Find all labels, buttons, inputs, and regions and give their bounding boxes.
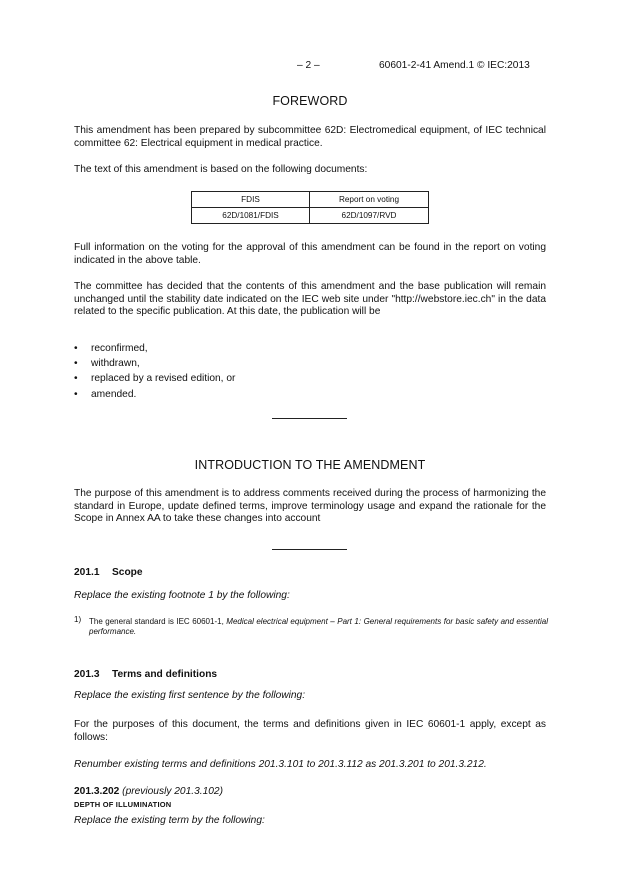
list-item-text: amended. [91, 388, 137, 400]
list-item [74, 341, 235, 356]
foreword-paragraph-4: The committee has decided that the contents of this amendment and the base publication will remain unchanged until the stability date indicated on the IEC web site under "http://webstore.iec.ch" in the data related to the specific publication. At this date, the publication will be [74, 281, 546, 317]
section-title: Scope [112, 567, 143, 578]
foreword-paragraph-2: The text of this amendment is based on the following documents: [74, 164, 368, 175]
list-item [74, 387, 235, 402]
section-number: 201.3 [74, 669, 100, 680]
page-number: – 2 – [297, 60, 320, 71]
bullet-icon: • [74, 358, 78, 370]
list-item-text: withdrawn, [91, 358, 140, 370]
table-header-cell: Report on voting [310, 192, 429, 208]
list-item-text: reconfirmed, [91, 343, 148, 354]
introduction-title: INTRODUCTION TO THE AMENDMENT [194, 458, 426, 472]
term-entry-heading [74, 786, 223, 797]
renumber-instruction: Renumber existing terms and definitions 201.3.101 to 201.3.112 as 201.3.201 to 201.3.212. [74, 759, 487, 770]
footnote-italic-text: Medical electrical equipment – Part 1: General requirements for basic safety and essential performance. [89, 617, 548, 636]
term-name: DEPTH OF ILLUMINATION [74, 800, 172, 809]
footnote-mark: 1) [74, 615, 82, 624]
terms-paragraph: For the purposes of this document, the terms and definitions given in IEC 60601-1 apply, except as follows: [74, 719, 546, 743]
table-header-row [192, 192, 429, 208]
bullet-icon: • [74, 373, 78, 385]
terms-instruction: Replace the existing first sentence by the following: [74, 690, 306, 701]
term-previous-number: (previously 201.3.102) [122, 786, 223, 797]
section-heading-terms [74, 669, 217, 680]
term-instruction: Replace the existing term by the following: [74, 815, 265, 826]
list-item [74, 371, 235, 386]
footnote-plain-text: The general standard is IEC 60601-1, [89, 617, 227, 626]
foreword-paragraph-3: Full information on the voting for the approval of this amendment can be found in the report on voting indicated in the above table. [74, 242, 546, 266]
bullet-icon: • [74, 343, 78, 354]
table-cell: 62D/1097/RVD [310, 208, 429, 224]
document-reference: 60601-2-41 Amend.1 © IEC:2013 [379, 60, 530, 71]
table-row [192, 208, 429, 224]
voting-documents-table [191, 191, 429, 224]
section-divider [272, 418, 347, 419]
footnote-text [89, 617, 548, 637]
foreword-title: FOREWORD [272, 94, 348, 108]
section-title: Terms and definitions [112, 669, 218, 680]
introduction-paragraph: The purpose of this amendment is to address comments received during the process of harmonizing the standard in Europe, update defined terms, improve terminology usage and expand the rationale for the Scope in Annex AA to take these changes into account [74, 488, 546, 524]
publication-options-list [74, 341, 235, 402]
bullet-icon: • [74, 388, 78, 400]
table-cell: 62D/1081/FDIS [192, 208, 310, 224]
list-item [74, 356, 235, 371]
section-number: 201.1 [74, 567, 100, 578]
table-header-cell: FDIS [192, 192, 310, 208]
section-heading-scope [74, 567, 143, 578]
section-divider [272, 549, 347, 550]
term-number: 201.3.202 [74, 786, 120, 797]
scope-instruction: Replace the existing footnote 1 by the following: [74, 590, 290, 601]
foreword-paragraph-1: This amendment has been prepared by subcommittee 62D: Electromedical equipment, of IEC technical committee 62: Electrical equipment in medical practice. [74, 125, 546, 149]
list-item-text: replaced by a revised edition, or [91, 373, 236, 385]
